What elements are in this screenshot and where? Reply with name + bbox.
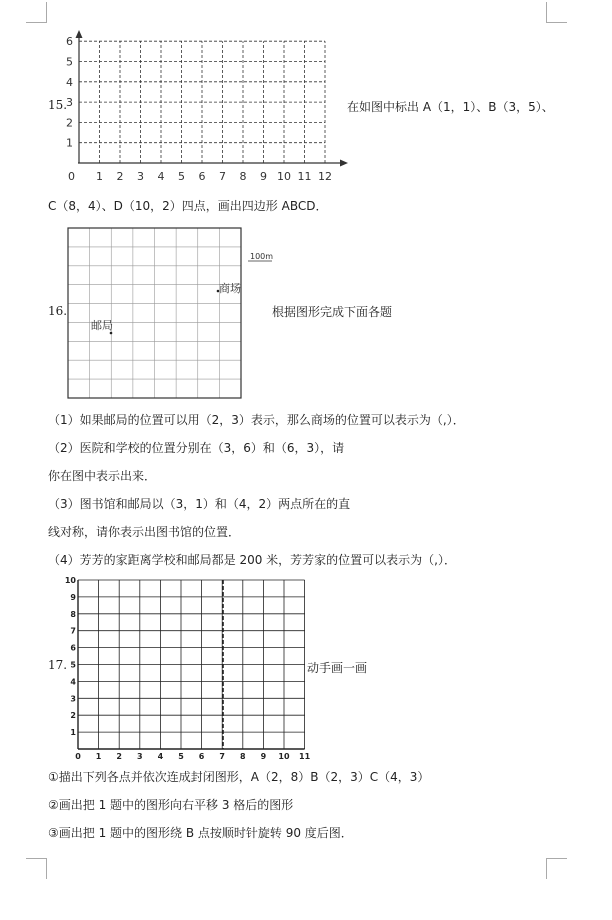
question-16-map-grid xyxy=(66,226,276,401)
question-17-step-2: ②画出把 1 题中的图形向右平移 3 格后的图形 xyxy=(48,798,294,812)
q15-y-tick-label: 6 xyxy=(66,35,73,49)
q17-x-tick-label: 9 xyxy=(260,752,267,761)
q17-x-tick-label: 6 xyxy=(198,752,205,761)
q17-x-tick-label: 11 xyxy=(299,752,310,761)
q15-y-tick-label: 1 xyxy=(66,136,73,150)
q16-scale-label: 100m xyxy=(250,252,274,261)
question-15-instruction: 在如图中标出 A（1，1）、B（3，5）、 xyxy=(347,100,554,114)
question-16-part-1: （1）如果邮局的位置可以用（2，3）表示，那么商场的位置可以表示为（,）． xyxy=(48,413,465,427)
q17-y-tick-label: 8 xyxy=(70,609,76,619)
question-16-part-2: （2）医院和学校的位置分别在（3，6）和（6，3），请 xyxy=(48,441,345,455)
q15-origin-label: 0 xyxy=(68,170,75,183)
q15-y-tick-label: 3 xyxy=(66,96,73,110)
q17-y-tick-label: 1 xyxy=(70,728,76,738)
corner-mark-top-right xyxy=(546,2,567,23)
q15-x-tick-label: 2 xyxy=(116,170,124,183)
q15-x-tick-label: 6 xyxy=(198,170,206,183)
q17-y-tick-label: 5 xyxy=(70,660,76,670)
q17-y-tick-label: 10 xyxy=(64,576,76,585)
q17-y-tick-label: 7 xyxy=(70,626,76,636)
question-16-part-3: （3）图书馆和邮局以（3，1）和（4，2）两点所在的直 xyxy=(48,497,351,511)
question-15-instruction-continued: C（8，4）、D（10，2）四点，画出四边形 ABCD． xyxy=(48,199,328,213)
q15-x-tick-label: 7 xyxy=(219,170,226,183)
question-16-instruction: 根据图形完成下面各题 xyxy=(272,305,393,319)
q17-x-tick-label: 7 xyxy=(219,752,225,761)
q16-mall-label: 商场 xyxy=(219,282,241,295)
q15-y-tick-label: 2 xyxy=(66,116,73,130)
q17-y-tick-label: 3 xyxy=(70,694,76,704)
question-17-number: 17. xyxy=(48,658,68,672)
q16-post-office-point xyxy=(110,332,113,335)
q17-x-tick-label: 1 xyxy=(95,752,102,761)
question-16-part-3-continued: 线对称，请你表示出图书馆的位置． xyxy=(48,525,241,539)
question-17-step-1: ①描出下列各点并依次连成封闭图形，A（2，8）B（2，3）C（4，3） xyxy=(48,770,430,784)
q15-x-tick-label: 3 xyxy=(137,170,144,183)
q15-x-tick-label: 5 xyxy=(178,170,185,183)
question-16-part-2-continued: 你在图中表示出来． xyxy=(48,469,157,483)
q15-x-axis-arrow xyxy=(340,160,348,167)
question-15-number: 15. xyxy=(48,98,68,112)
q15-x-tick-label: 10 xyxy=(277,170,291,183)
q17-x-tick-label: 3 xyxy=(137,752,143,761)
q15-x-tick-label: 4 xyxy=(157,170,165,183)
question-16-number: 16. xyxy=(48,304,68,318)
question-16-part-4: （4）芳芳的家距离学校和邮局都是 200 米，芳芳家的位置可以表示为（,）． xyxy=(48,553,456,567)
q15-x-tick-label: 9 xyxy=(260,170,267,183)
question-17-coordinate-grid xyxy=(60,574,310,764)
q15-y-tick-label: 5 xyxy=(66,55,73,69)
q15-x-tick-label: 8 xyxy=(239,170,247,183)
q15-y-tick-label: 4 xyxy=(66,75,73,89)
corner-mark-bottom-left xyxy=(26,858,47,879)
q17-x-tick-label: 2 xyxy=(116,752,122,761)
q15-y-axis-arrow xyxy=(76,30,83,38)
q15-x-tick-label: 11 xyxy=(297,170,312,183)
corner-mark-bottom-right xyxy=(546,858,567,879)
q17-x-tick-label: 0 xyxy=(75,752,81,761)
q17-y-tick-label: 4 xyxy=(70,677,76,687)
q17-x-tick-label: 8 xyxy=(240,752,246,761)
q15-x-tick-label: 12 xyxy=(318,170,332,183)
q17-x-tick-label: 10 xyxy=(278,752,290,761)
q17-x-tick-label: 4 xyxy=(157,752,164,761)
question-17-instruction: 动手画一画 xyxy=(307,661,368,675)
q17-y-tick-label: 9 xyxy=(70,592,76,602)
corner-mark-top-left xyxy=(26,2,47,23)
q15-x-tick-label: 1 xyxy=(96,170,103,183)
question-17-step-3: ③画出把 1 题中的图形绕 B 点按顺时针旋转 90 度后图． xyxy=(48,826,353,840)
question-15-coordinate-grid xyxy=(60,30,360,190)
q17-x-tick-label: 5 xyxy=(178,752,184,761)
q16-post-office-label: 邮局 xyxy=(91,319,113,332)
q17-y-tick-label: 2 xyxy=(70,711,76,721)
q17-y-tick-label: 6 xyxy=(70,643,76,653)
